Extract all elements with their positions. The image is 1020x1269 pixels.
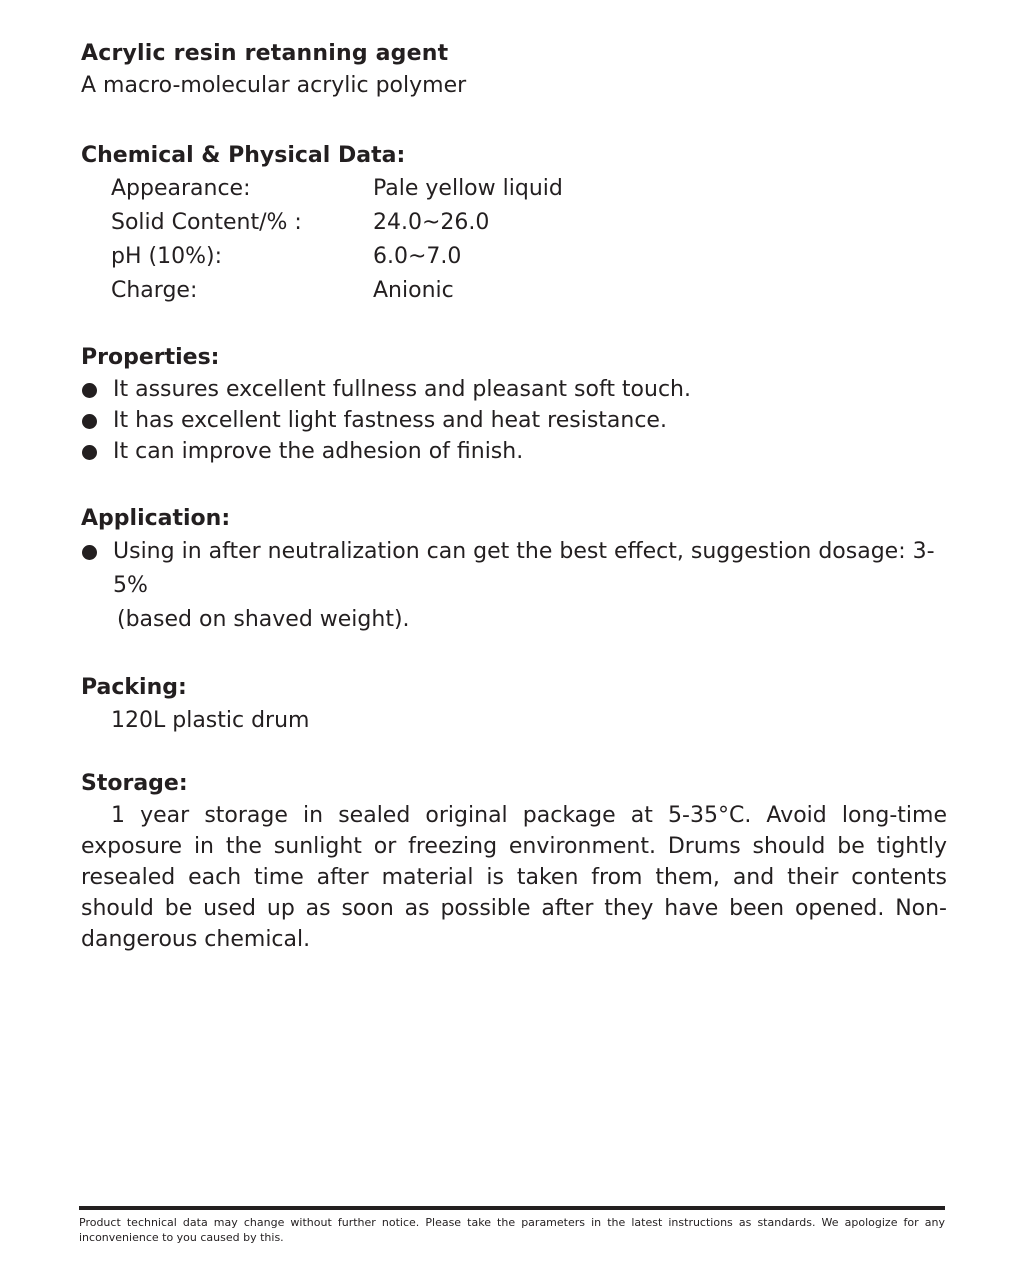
storage-section [81, 768, 947, 955]
data-row-solid-content [111, 206, 947, 240]
properties-list [81, 374, 947, 467]
bullet-icon [82, 445, 97, 460]
properties-section [81, 342, 947, 467]
packing-text: 120L plastic drum [111, 708, 310, 733]
list-item-text: It has excellent light fastness and heat resistance. [113, 408, 667, 433]
list-item [81, 405, 947, 436]
list-item-text: It assures excellent fullness and pleasant soft touch. [113, 377, 691, 402]
product-subtitle: A macro-molecular acrylic polymer [81, 73, 467, 98]
application-section [81, 503, 947, 637]
data-value: 6.0~7.0 [373, 244, 462, 269]
data-row-charge [111, 274, 947, 308]
storage-heading: Storage: [81, 771, 188, 796]
data-label: Appearance: [111, 176, 251, 201]
data-value: 24.0~26.0 [373, 210, 490, 235]
data-row-ph [111, 240, 947, 274]
application-list [81, 535, 947, 637]
properties-heading: Properties: [81, 345, 220, 370]
data-row-appearance [111, 172, 947, 206]
packing-heading: Packing: [81, 675, 187, 700]
application-heading: Application: [81, 506, 231, 531]
application-line-1: Using in after neutralization can get the best effect, suggestion dosage: 3-5% [113, 539, 935, 598]
application-line-2: (based on shaved weight). [117, 607, 410, 632]
bullet-icon [82, 545, 97, 560]
data-label: pH (10%): [111, 244, 222, 269]
chemical-physical-section [81, 140, 947, 308]
bullet-icon [82, 383, 97, 398]
data-label: Solid Content/% : [111, 210, 302, 235]
data-value: Pale yellow liquid [373, 176, 563, 201]
footer-disclaimer: Product technical data may change without further notice. Please take the parameters in the latest instructions as standards. We apologize for any inconvenience to you caused by this. [79, 1216, 945, 1244]
footer-divider [79, 1206, 945, 1210]
storage-text: 1 year storage in sealed original package at 5-35°C. Avoid long-time exposure in the sunlight or freezing environment. Drums should be tightly resealed each time after material is taken from them, and their contents should be used up as soon as possible after they have been opened. Non-dangerous chemical. [81, 803, 947, 952]
data-label: Charge: [111, 278, 198, 303]
bullet-icon [82, 414, 97, 429]
list-item-text: It can improve the adhesion of finish. [113, 439, 524, 464]
chemical-data-table [111, 172, 947, 308]
footer [79, 1206, 945, 1245]
document-body [81, 38, 947, 955]
list-item [81, 535, 947, 637]
list-item [81, 374, 947, 405]
chemical-physical-heading: Chemical & Physical Data: [81, 143, 406, 168]
product-title: Acrylic resin retanning agent [81, 41, 449, 66]
list-item [81, 436, 947, 467]
packing-section [81, 672, 947, 738]
data-value: Anionic [373, 278, 454, 303]
